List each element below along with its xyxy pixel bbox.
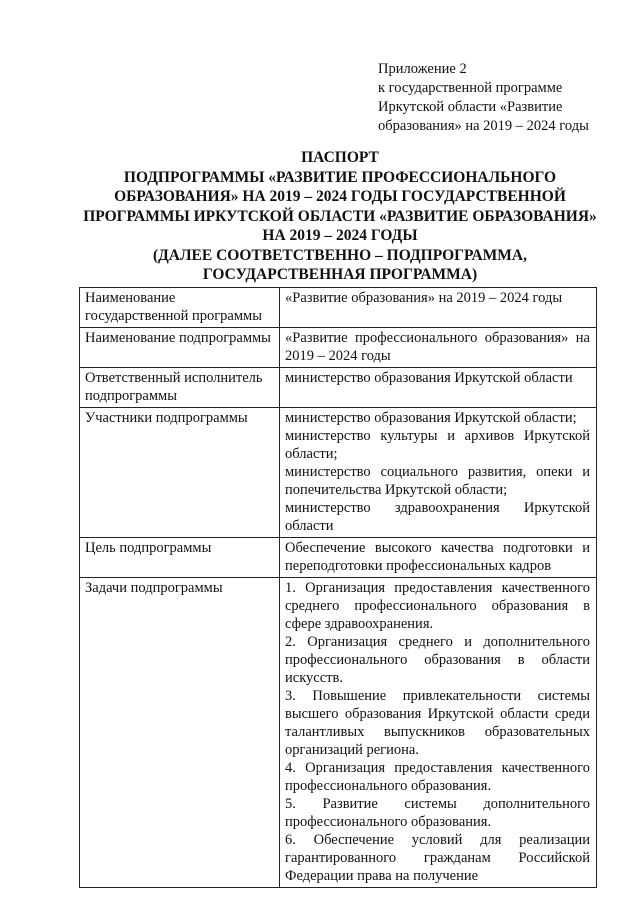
table-row [80,538,597,578]
appendix-line: Приложение 2 [378,61,467,77]
table-row [80,288,597,328]
table-row [80,368,597,408]
passport-table [79,287,597,888]
title-line: ПРОГРАММЫ ИРКУТСКОЙ ОБЛАСТИ «РАЗВИТИЕ ОБРАЗОВАНИЯ» [83,207,597,225]
table-row [80,328,597,368]
row-value: Обеспечение высокого качества подготовки и переподготовки профессиональных кадров [280,538,597,578]
row-value: «Развитие образования» на 2019 – 2024 годы [280,288,597,328]
row-value [280,578,597,888]
appendix-header [378,60,628,136]
table-row [80,408,597,538]
document-title [60,148,620,285]
appendix-line: образования» на 2019 – 2024 годы [378,118,589,134]
task-item: 1. Организация предоставления качественного среднего профессионального образования в сфере здравоохранения. [285,580,590,632]
title-line: ОБРАЗОВАНИЯ» НА 2019 – 2024 ГОДЫ ГОСУДАРСТВЕННОЙ [114,188,566,205]
title-line: ПАСПОРТ [301,149,379,166]
appendix-line: к государственной программе [378,80,563,96]
participant-item: министерство социального развития, опеки и попечительства Иркутской области; [285,464,590,498]
task-item: 5. Развитие системы дополнительного профессионального образования. [285,796,590,830]
row-label: Цель подпрограммы [80,538,280,578]
row-label: Наименование государственной программы [80,288,280,328]
row-label: Задачи подпрограммы [80,578,280,888]
title-line: (ДАЛЕЕ СООТВЕТСТВЕННО – ПОДПРОГРАММА, [152,246,528,264]
title-line: ПОДПРОГРАММЫ «РАЗВИТИЕ ПРОФЕССИОНАЛЬНОГО [123,168,557,186]
task-item: 3. Повышение привлекательности системы высшего образования Иркутской области среди талантливых выпускников образовательных организаций региона. [285,688,590,758]
row-value: «Развитие профессионального образования» на 2019 – 2024 годы [280,328,597,368]
row-label: Наименование подпрограммы [80,328,280,368]
participant-item: министерство здравоохранения Иркутской области [285,500,590,534]
appendix-line: Иркутской области «Развитие [378,99,563,115]
title-line: ГОСУДАРСТВЕННАЯ ПРОГРАММА) [202,266,478,283]
row-value: министерство образования Иркутской области [280,368,597,408]
row-value [280,408,597,538]
task-item: 2. Организация среднего и дополнительного профессионального образования в области искусств. [285,634,590,686]
row-label: Участники подпрограммы [80,408,280,538]
title-line: НА 2019 – 2024 ГОДЫ [262,227,418,244]
participant-item: министерство образования Иркутской области; [285,410,577,426]
participant-item: министерство культуры и архивов Иркутской области; [285,428,590,462]
task-item: 6. Обеспечение условий для реализации гарантированного гражданам Российской Федерации права на получение [285,832,590,884]
row-label: Ответственный исполнитель подпрограммы [80,368,280,408]
table-row [80,578,597,888]
task-item: 4. Организация предоставления качественного профессионального образования. [285,760,590,794]
